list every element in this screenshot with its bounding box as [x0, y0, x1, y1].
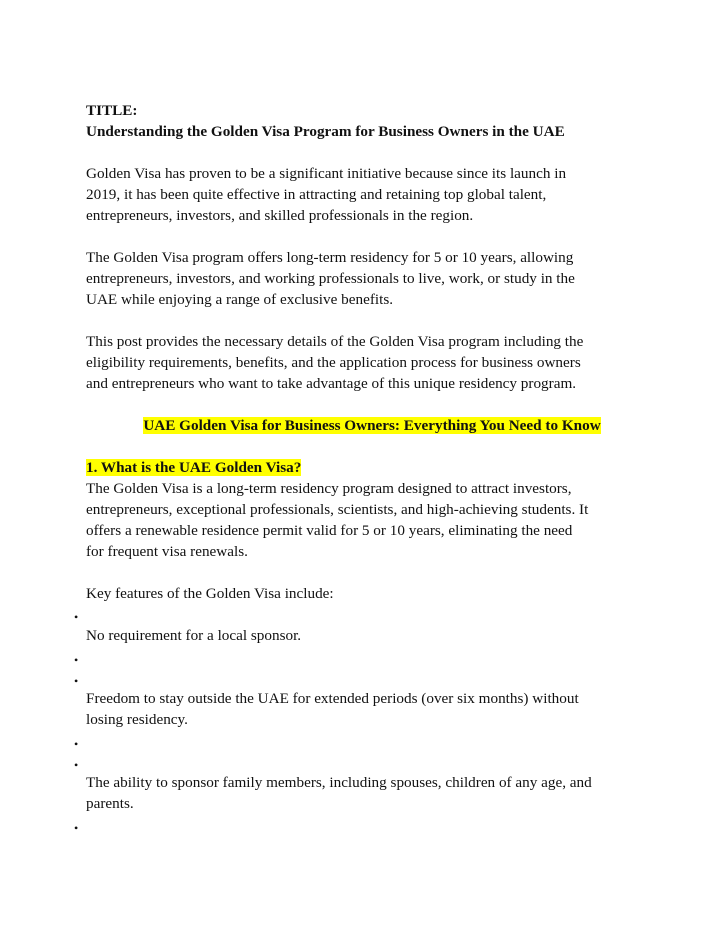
feature-item: [86, 772, 646, 814]
paragraph-line: parents.: [86, 795, 134, 812]
paragraph-line: Golden Visa has proven to be a significant initiative because since its launch in: [86, 165, 567, 182]
paragraph-line: Freedom to stay outside the UAE for extended periods (over six months) without: [86, 690, 579, 707]
paragraph-line: The Golden Visa is a long-term residency program designed to attract investors,: [86, 480, 572, 497]
features-intro: Key features of the Golden Visa include:: [86, 585, 334, 602]
paragraph-line: The Golden Visa program offers long-term residency for 5 or 10 years, allowing: [86, 249, 574, 266]
paragraph-line: for frequent visa renewals.: [86, 543, 248, 560]
bullet-marker: [74, 654, 78, 666]
main-heading-text: UAE Golden Visa for Business Owners: Everything You Need to Know: [143, 417, 601, 434]
intro-paragraph: [86, 163, 646, 226]
document-title: Understanding the Golden Visa Program for Business Owners in the UAE: [86, 123, 565, 140]
section-paragraph: [86, 478, 646, 562]
paragraph-line: The ability to sponsor family members, including spouses, children of any age, and: [86, 774, 592, 791]
bullet-marker: [74, 675, 78, 687]
bullet-marker: [74, 759, 78, 771]
residency-paragraph: [86, 247, 646, 310]
paragraph-line: eligibility requirements, benefits, and the application process for business owners: [86, 354, 581, 371]
bullet-marker: [74, 738, 78, 750]
paragraph-line: This post provides the necessary details of the Golden Visa program including the: [86, 333, 584, 350]
paragraph-line: entrepreneurs, investors, and working professionals to live, work, or study in the: [86, 270, 575, 287]
document-body: [86, 100, 646, 814]
paragraph-line: and entrepreneurs who want to take advantage of this unique residency program.: [86, 375, 577, 392]
feature-item: [86, 688, 646, 730]
paragraph-line: losing residency.: [86, 711, 188, 728]
title-label: TITLE:: [86, 102, 138, 119]
bullet-marker: [74, 822, 78, 834]
paragraph-line: 2019, it has been quite effective in attracting and retaining top global talent,: [86, 186, 547, 203]
paragraph-line: UAE while enjoying a range of exclusive benefits.: [86, 291, 394, 308]
section-heading-text: 1. What is the UAE Golden Visa?: [86, 459, 302, 476]
main-heading: [98, 415, 646, 436]
paragraph-line: entrepreneurs, investors, and skilled professionals in the region.: [86, 207, 474, 224]
post-overview-paragraph: [86, 331, 646, 394]
paragraph-line: entrepreneurs, exceptional professionals, scientists, and high-achieving students. It: [86, 501, 589, 518]
feature-item: No requirement for a local sponsor.: [86, 627, 302, 644]
bullet-marker: [74, 611, 78, 623]
section-heading: [86, 457, 646, 478]
paragraph-line: offers a renewable residence permit valid for 5 or 10 years, eliminating the need: [86, 522, 573, 539]
